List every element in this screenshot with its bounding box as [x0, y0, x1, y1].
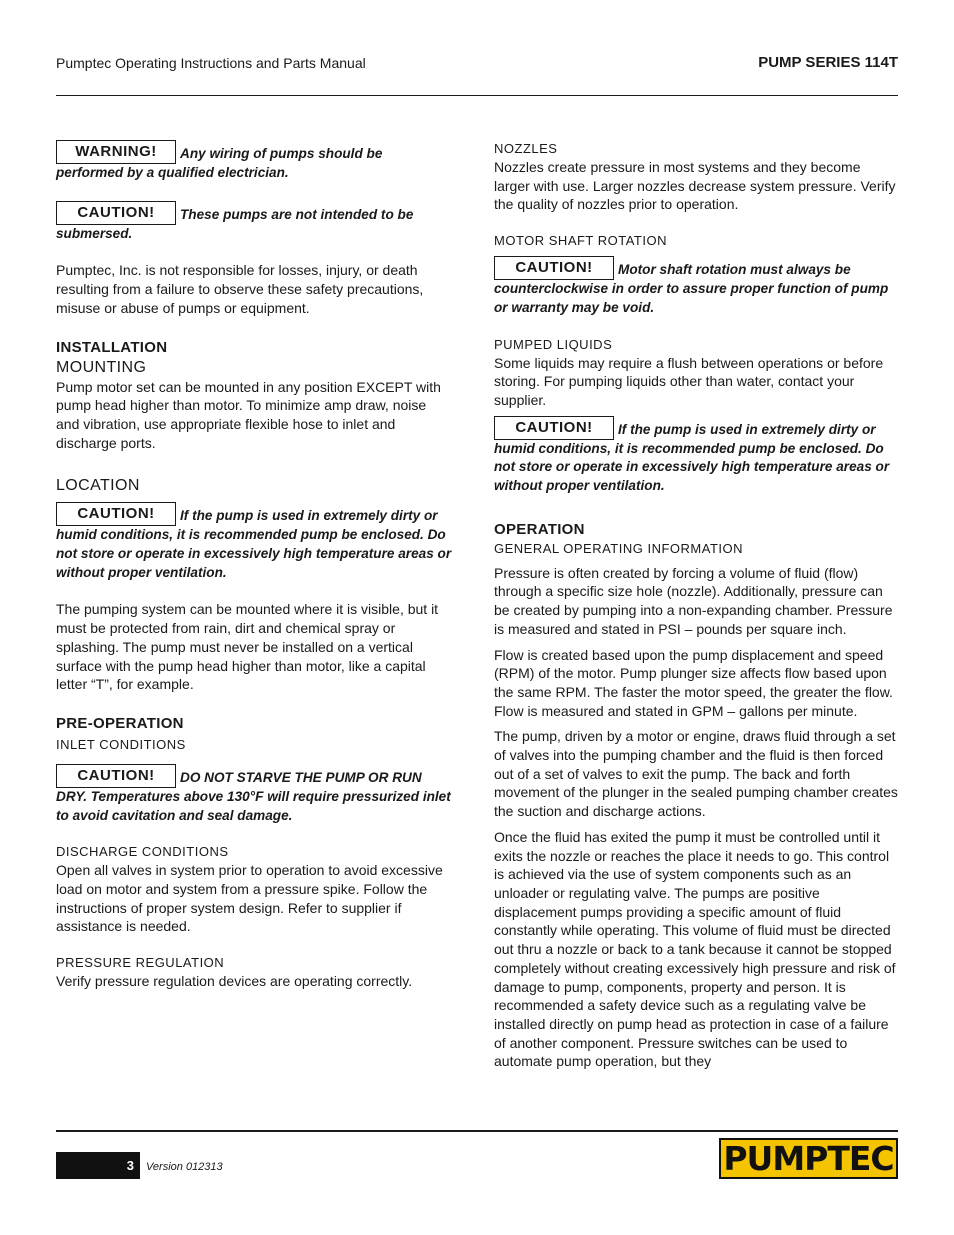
caution-text: If the pump is used in extremely dirty or humid conditions, it is recommended pump be enclosed. Do not store or operate in excessively high temperature areas or without proper ventilation.: [494, 421, 890, 494]
operation-paragraph-pump-action: The pump, driven by a motor or engine, draws fluid through a set of valves into the pumping chamber and the fluid is then forced out of a set of valves to exit the pump. The back and forth movement of the plunger in the sealed pumping chamber creates the suction and discharge actions.: [494, 728, 898, 820]
pump-series-title: PUMP SERIES 114T: [758, 54, 898, 71]
pumped-liquids-text: Some liquids may require a flush between operations or before storing. For pumping liquids other than water, contact your supplier.: [494, 354, 884, 408]
liquids-caution: [494, 416, 899, 496]
page-number: 3: [56, 1152, 140, 1179]
motor-shaft-rotation-heading: MOTOR SHAFT ROTATION: [494, 233, 667, 249]
page-header: [56, 52, 898, 96]
pressure-regulation-text: Verify pressure regulation devices are operating correctly.: [56, 973, 413, 990]
operation-paragraph-control: Once the fluid has exited the pump it must be controlled until it exits the nozzle or reaches the place it needs to go. This control is achieved via the use of system components such as an unloader or regulating valve. The pumps are positive displacement pumps providing a specific amount of fluid constantly while operating. This volume of fluid must be directed out thru a nozzle or back to a tank because it cannot be stopped completely without creating excessively high pressure and risk of damage to pump, components, property and person. It is recommended a safety device such as a regulating valve be installed directly on pump head as protection in case of a failure of another component. Pressure switches can be used to automate pump operation, but they: [494, 828, 896, 1070]
general-operating-info-heading: GENERAL OPERATING INFORMATION: [494, 540, 744, 556]
caution-text: These pumps are not intended to be submersed.: [56, 206, 414, 241]
caution-text: If the pump is used in extremely dirty or humid conditions, it is recommended pump be enclosed. Do not store or operate in excessively high temperature areas or without proper ventilation.: [56, 508, 452, 580]
warning-badge: WARNING!: [56, 140, 176, 164]
pre-operation-heading: PRE-OPERATION: [56, 714, 184, 732]
rotation-caution: [494, 256, 899, 317]
footer-divider: [56, 1130, 898, 1132]
left-column: [56, 140, 452, 991]
operation-paragraph-flow: Flow is created based upon the pump displacement and speed (RPM) of the motor. Pump plunger size affects flow based upon the same RPM. The faster the motor speed, the greater the flow. Flow is measured and stated in GPM – gallons per minute.: [494, 646, 893, 719]
caution-badge: CAUTION!: [494, 416, 614, 440]
caution-text: DO NOT STARVE THE PUMP OR RUN DRY. Temperatures above 130°F will require pressurized inlet to avoid cavitation and seal damage.: [56, 769, 451, 823]
warning-notice: [56, 140, 452, 183]
inlet-caution: [56, 764, 452, 825]
version-label: Version 012313: [146, 1161, 223, 1173]
operation-heading: OPERATION: [494, 520, 585, 538]
mounting-text: Pump motor set can be mounted in any position EXCEPT with pump head higher than motor. To minimize amp draw, noise and vibration, use appropriate flexible hose to inlet and discharge ports.: [56, 378, 441, 451]
pumptec-logo: [719, 1138, 898, 1179]
inlet-conditions-heading: INLET CONDITIONS: [56, 736, 186, 752]
caution-badge: CAUTION!: [494, 256, 614, 280]
location-heading: LOCATION: [56, 477, 140, 495]
discharge-text: Open all valves in system prior to operation to avoid excessive load on motor and system from a pressure spike. Follow the instructions of proper system design. Refer to supplier if assistance is needed.: [56, 862, 443, 935]
logo-text: PUMPTEC: [723, 1139, 894, 1178]
right-column: [494, 140, 899, 1071]
manual-title: Pumptec Operating Instructions and Parts Manual: [56, 55, 366, 71]
mounting-heading: MOUNTING: [56, 358, 147, 376]
caution-badge: CAUTION!: [56, 201, 176, 225]
liability-disclaimer: Pumptec, Inc. is not responsible for losses, injury, or death resulting from a failure to observe these safety precautions, misuse or abuse of pumps or equipment.: [56, 262, 424, 316]
discharge-conditions-heading: DISCHARGE CONDITIONS: [56, 844, 229, 860]
location-caution: [56, 502, 452, 582]
caution-badge: CAUTION!: [56, 502, 176, 526]
installation-heading: INSTALLATION: [56, 338, 168, 356]
caution-badge: CAUTION!: [56, 764, 176, 788]
warning-text: Any wiring of pumps should be performed by a qualified electrician.: [56, 146, 383, 180]
pressure-regulation-heading: PRESSURE REGULATION: [56, 955, 225, 971]
nozzles-text: Nozzles create pressure in most systems and they become larger with use. Larger nozzles decrease system pressure. Verify the quality of nozzles prior to operation.: [494, 159, 896, 213]
caution-text: Motor shaft rotation must always be counterclockwise in order to assure proper function of pump or warranty may be void.: [494, 262, 889, 315]
nozzles-heading: NOZZLES: [494, 141, 558, 156]
location-text: The pumping system can be mounted where it is visible, but it must be protected from rain, dirt and chemical spray or splashing. The pump must never be installed on a vertical surface with the pump head higher than motor, like a capital letter “T”, for example.: [56, 601, 439, 693]
submersion-caution: [56, 201, 452, 244]
operation-paragraph-pressure: Pressure is often created by forcing a volume of fluid (flow) through a specific size hole (nozzle). Additionally, pressure can be created by pumping into a non-expanding chamber. Pressure is measured and stated in PSI – pounds per square inch.: [494, 564, 893, 637]
pumped-liquids-heading: PUMPED LIQUIDS: [494, 336, 613, 352]
